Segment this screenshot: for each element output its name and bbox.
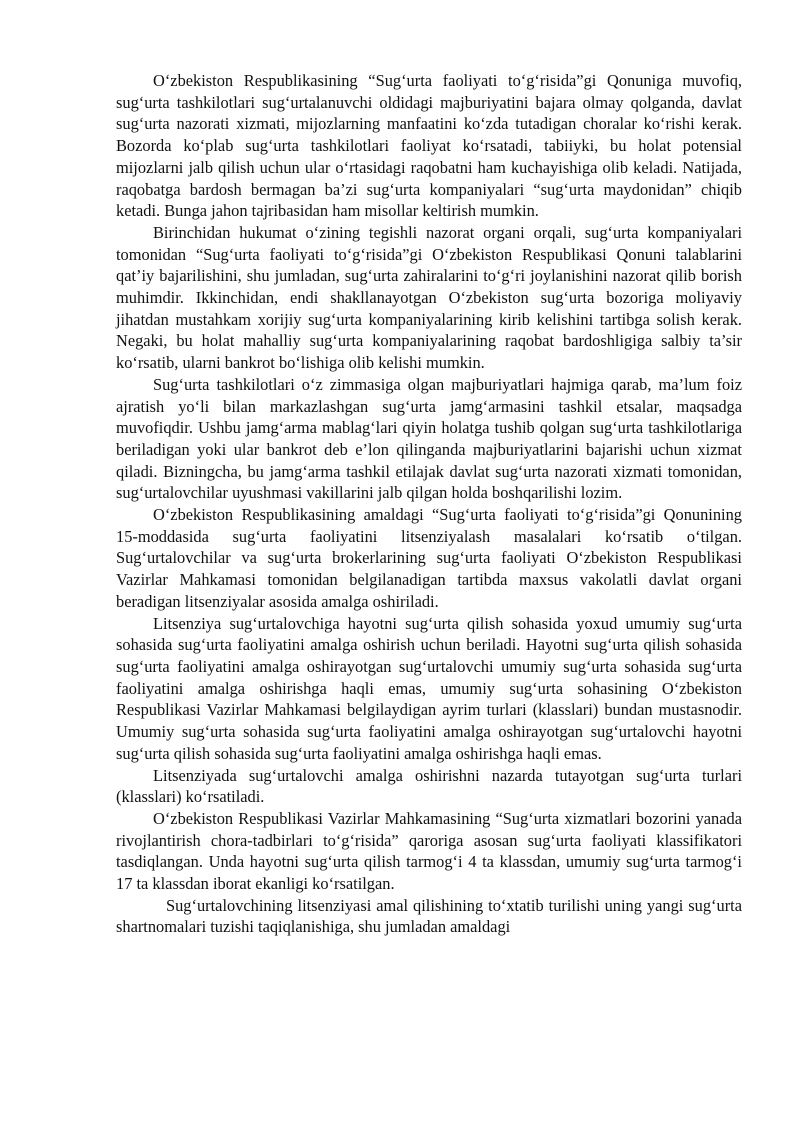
paragraph-7: O‘zbekiston Respublikasi Vazirlar Mahkamasining “Sug‘urta xizmatlari bozorini yanada rivojlantirish chora-tadbirlari to‘g‘risida” qaroriga asosan sug‘urta faoliyati klassifikatori tasdiqlangan. Unda hayotni sug‘urta qilish tarmog‘i 4 ta klassdan, umumiy sug‘urta tarmog‘i 17 ta klassdan iborat ekanligi ko‘rsatilgan. (116, 808, 742, 894)
paragraph-8: Sug‘urtalovchining litsenziyasi amal qilishining to‘xtatib turilishi uning yangi sug‘urta shartnomalari tuzishi taqiqlanishiga, shu jumladan amaldagi (116, 895, 742, 937)
paragraph-1: O‘zbekiston Respublikasining “Sug‘urta faoliyati to‘g‘risida”gi Qonuniga muvofiq, sug‘urta tashkilotlari sug‘urtalanuvchi oldidagi majburiyatini bajara olmay qolganda, davlat sug‘urta nazorati xizmati, mijozlarning manfaatini ko‘zda tutadigan choralar ko‘rishi kerak. Bozorda ko‘plab sug‘urta tashkilotlari faoliyat ko‘rsatadi, tabiiyki, bu holat potensial mijozlarni jalb qilish uchun ular o‘rtasidagi raqobatni ham kuchayishiga olib keladi. Natijada, raqobatga bardosh bermagan ba’zi sug‘urta kompaniyalari “sug‘urta maydonidan” chiqib ketadi. Bunga jahon tajribasidan ham misollar keltirish mumkin. (116, 71, 742, 221)
paragraph-4: O‘zbekiston Respublikasining amaldagi “Sug‘urta faoliyati to‘g‘risida”gi Qonunining 15-moddasida sug‘urta faoliyatini litsenziyalash masalalari ko‘rsatib o‘tilgan. Sug‘urtalovchilar va sug‘urta brokerlarining sug‘urta faoliyati O‘zbekiston Respublikasi Vazirlar Mahkamasi tomonidan belgilanadigan tartibda maxsus vakolatli davlat organi beradigan litsenziyalar asosida amalga oshiriladi. (116, 505, 742, 611)
paragraph-3: Sug‘urta tashkilotlari o‘z zimmasiga olgan majburiyatlari hajmiga qarab, ma’lum foiz ajratish yo‘li bilan markazlashgan sug‘urta jamg‘armasini tashkil etsalar, maqsadga muvofiqdir. Ushbu jamg‘arma mablag‘lari qiyin holatga tushib qolgan sug‘urta tashkilotlariga beriladigan yoki ular bankrot deb e’lon qilinganda majburiyatlarini bajarishi uchun xizmat qiladi. Bizningcha, bu jamg‘arma tashkil etilajak davlat sug‘urta nazorati xizmati tomonidan, sug‘urtalovchilar uyushmasi vakillarini jalb qilgan holda boshqarilishi lozim. (116, 374, 742, 503)
paragraph-5: Litsenziya sug‘urtalovchiga hayotni sug‘urta qilish sohasida yoxud umumiy sug‘urta sohasida sug‘urta faoliyatini amalga oshirish uchun beriladi. Hayotni sug‘urta qilish sohasida sug‘urta faoliyatini amalga oshirayotgan sug‘urtalovchi umumiy sug‘urta sohasida sug‘urta faoliyatini amalga oshirishga haqli emas, umumiy sug‘urta sohasining O‘zbekiston Respublikasi Vazirlar Mahkamasi belgilaydigan ayrim turlari (klasslari) bundan mustasnodir. Umumiy sug‘urta sohasida sug‘urta faoliyatini amalga oshirayotgan sug‘urtalovchi hayotni sug‘urta qilish sohasida sug‘urta faoliyatini amalga oshirishga haqli emas. (116, 613, 742, 763)
paragraph-6: Litsenziyada sug‘urtalovchi amalga oshirishni nazarda tutayotgan sug‘urta turlari (klasslari) ko‘rsatiladi. (116, 765, 742, 807)
paragraph-2: Birinchidan hukumat o‘zining tegishli nazorat organi orqali, sug‘urta kompaniyalari tomonidan “Sug‘urta faoliyati to‘g‘risida”gi O‘zbekiston Respublikasi Qonuni talablarini qat’iy bajarilishini, shu jumladan, sug‘urta zahiralarini to‘g‘ri joylanishini nazorat qilib borish muhimdir. Ikkinchidan, endi shakllanayotgan O‘zbekiston sug‘urta bozoriga moliyaviy jihatdan mustahkam xorijiy sug‘urta kompaniyalarining kirib kelishini tartibga solish kerak. Negaki, bu holat mahalliy sug‘urta kompaniyalarining raqobat bardoshligiga salbiy ta’sir ko‘rsatib, ularni bankrot bo‘lishiga olib kelishi mumkin. (116, 222, 742, 373)
document-page (116, 70, 742, 938)
